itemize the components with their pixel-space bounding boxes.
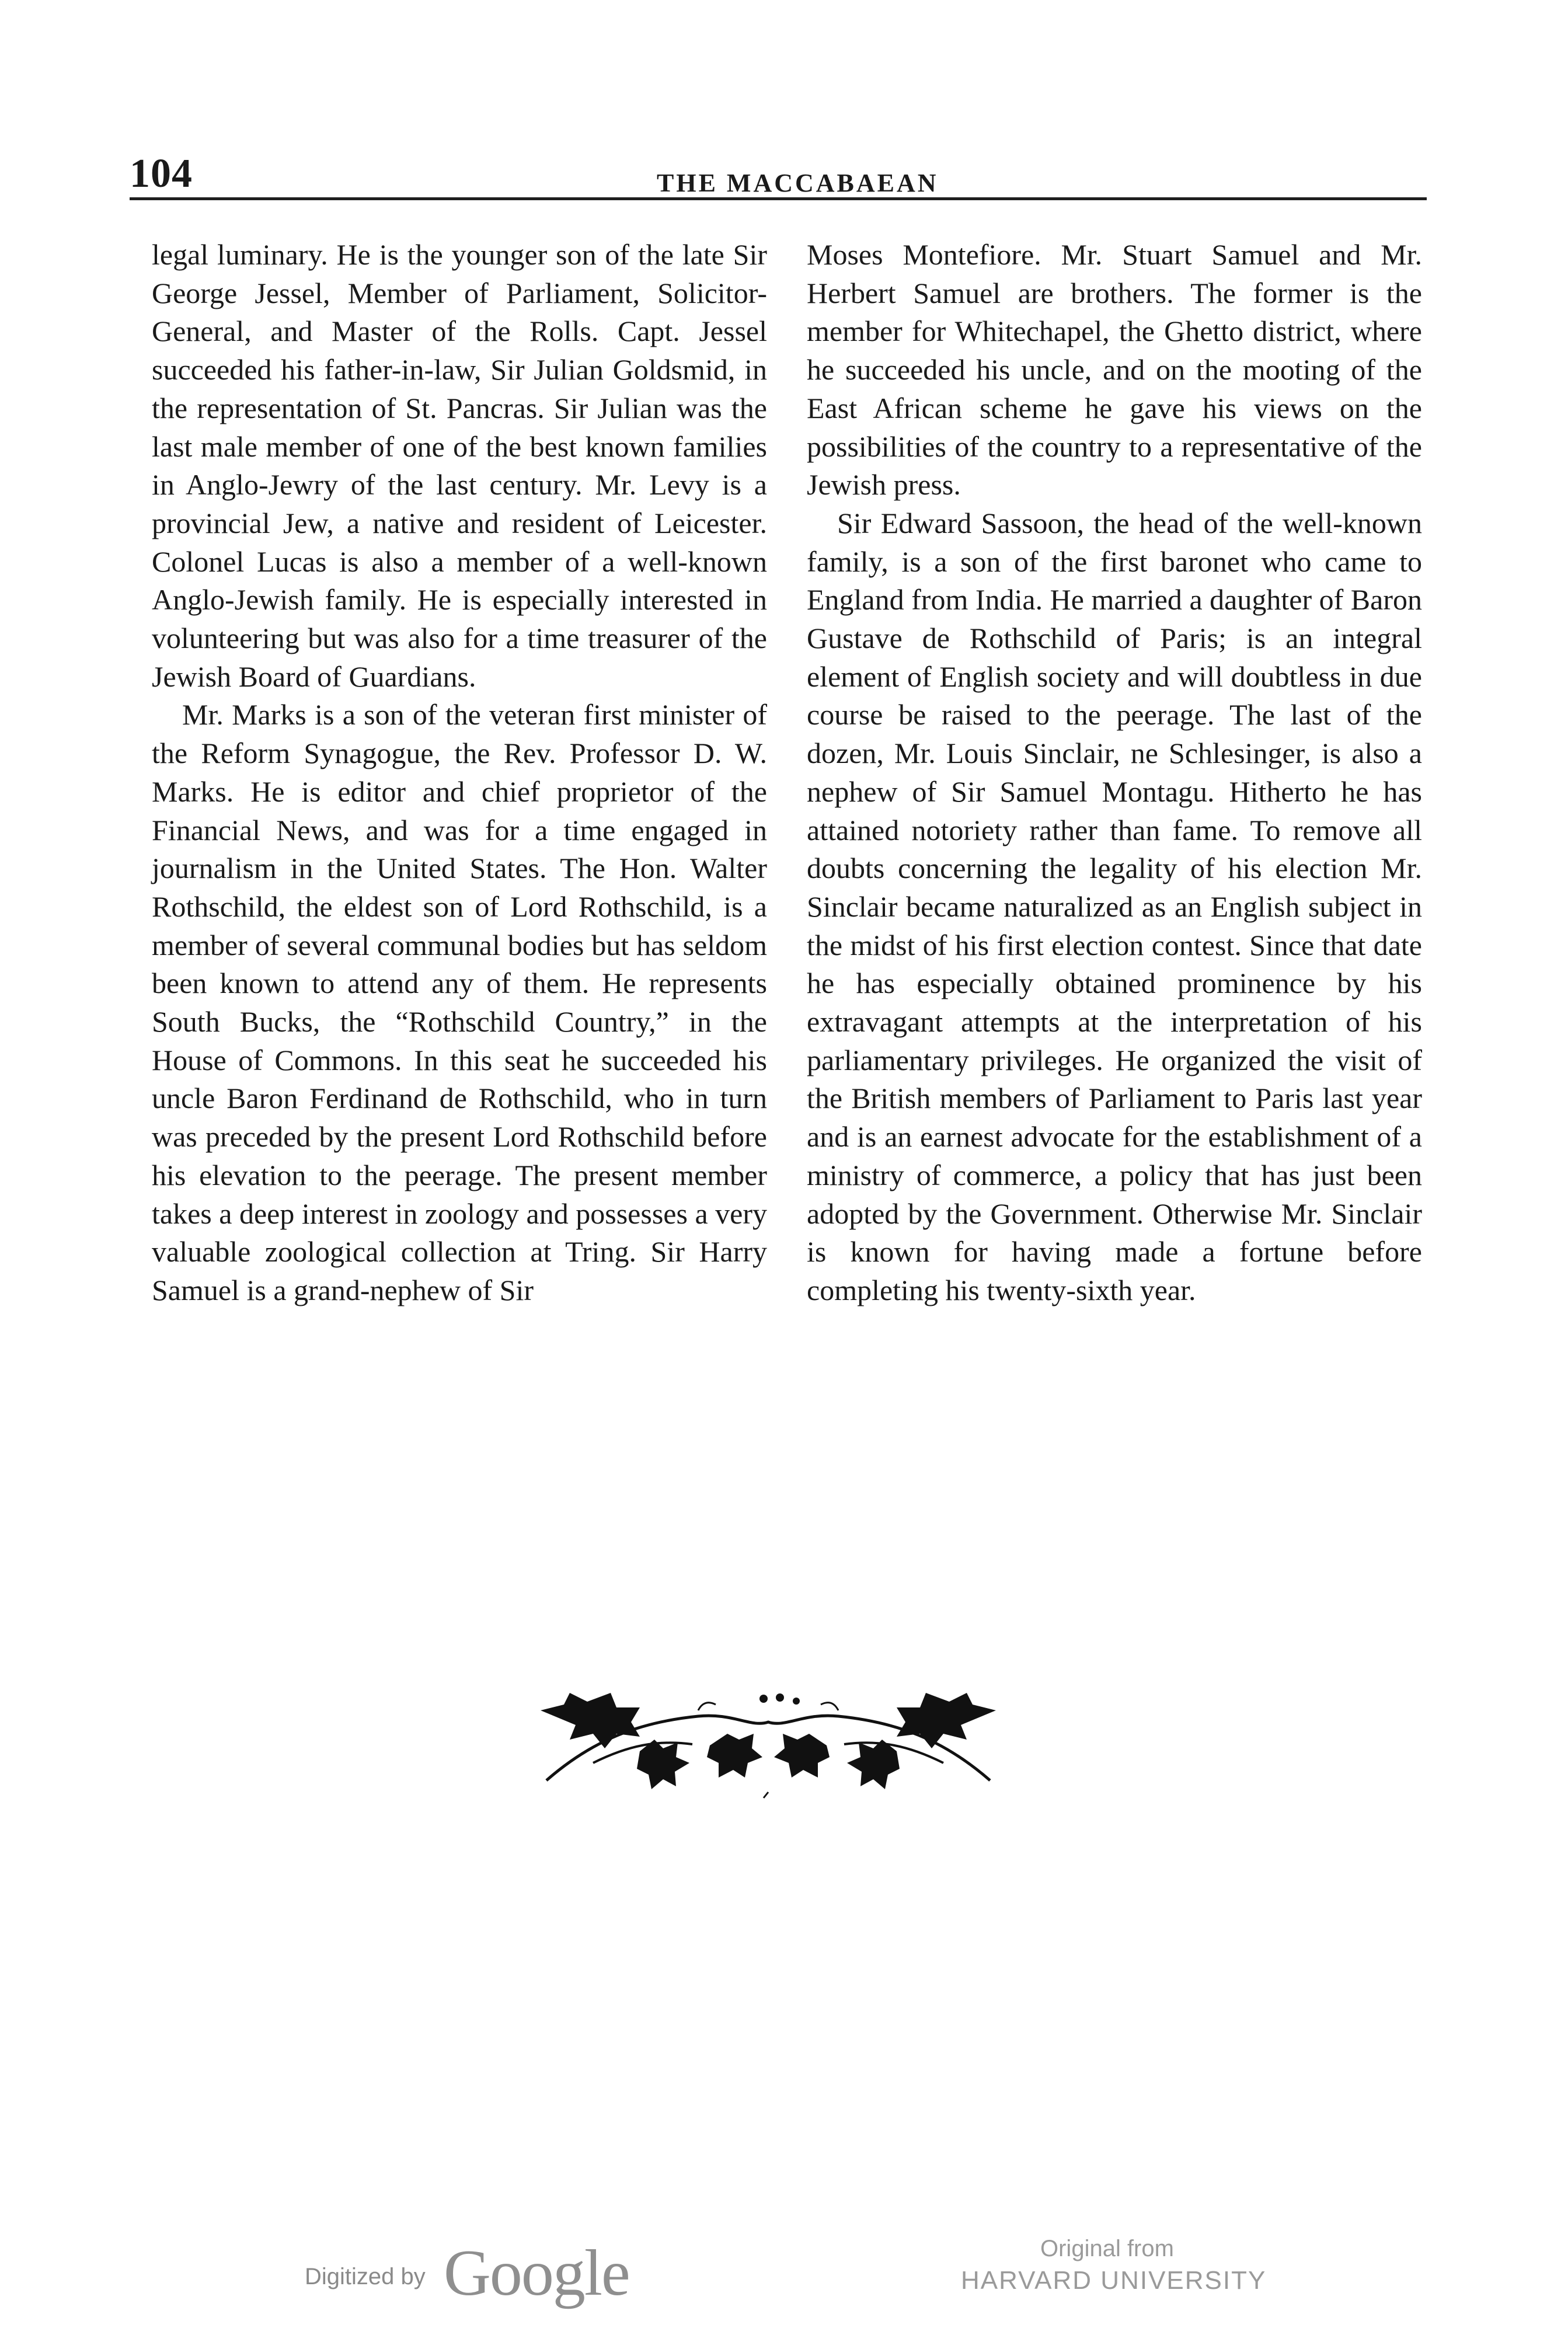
paragraph: legal luminary. He is the younger son of the late Sir George Jessel, Member of Parliament, Solicitor-General, and Master of the Rolls. Capt. Jessel succeeded his father-in-law, Sir Julian Goldsmid, in the representation of St. Pancras. Sir Julian was the last male member of one of the best known families in Anglo-Jewry of the last century. Mr. Levy is a provincial Jew, a native and resident of Leicester. Colonel Lucas is also a member of a well-known Anglo-Jewish family. He is especially interested in volunteering but was also for a time treasurer of the Jewish Board of Guardians. bbox=[152, 238, 767, 693]
right-column bbox=[807, 236, 1422, 1310]
header-rule bbox=[130, 197, 1427, 200]
paragraph: Mr. Marks is a son of the veteran first minister of the Reform Synagogue, the Rev. Professor D. W. Marks. He is editor and chief proprietor of the Financial News, and was for a time engaged in journalism in the United States. The Hon. Walter Rothschild, the eldest son of Lord Rothschild, is a member of several communal bodies but has seldom been known to attend any of them. He represents South Bucks, the “Rothschild Country,” in the House of Commons. In this seat he succeeded his uncle Baron Ferdinand de Rothschild, who in turn was preceded by the present Lord Rothschild before his elevation to the peerage. The present member takes a deep interest in zoology and possesses a very valuable zoological collection at Tring. Sir Harry Samuel is a grand-nephew of Sir bbox=[152, 698, 767, 1306]
paragraph: Sir Edward Sassoon, the head of the well-known family, is a son of the first baronet who came to England from India. He married a daughter of Baron Gustave de Rothschild of Paris; is an integral element of English society and will doubtless in due course be raised to the peerage. The last of the dozen, Mr. Louis Sinclair, ne Schlesinger, is also a nephew of Sir Samuel Montagu. Hitherto he has attained notoriety rather than fame. To remove all doubts concerning the legality of his election Mr. Sinclair became naturalized as an English subject in the midst of his first election contest. Since that date he has especially obtained prominence by his extravagant attempts at the interpretation of his parliamentary privileges. He organized the visit of the British members of Parliament to Paris last year and is an earnest advocate for the establishment of a ministry of commerce, a policy that has just been adopted by the Government. Otherwise Mr. Sinclair is known for having made a fortune before completing his twenty-sixth year. bbox=[807, 506, 1422, 1306]
running-title: THE MACCABAEAN bbox=[657, 169, 939, 197]
paragraph: Moses Montefiore. Mr. Stuart Samuel and Mr. Herbert Samuel are brothers. The former is the member for Whitechapel, the Ghetto district, where he succeeded his uncle, and on the mooting of the East African scheme he gave his views on the possibilities of the country to a representative of the Jewish press. bbox=[807, 238, 1422, 501]
left-column bbox=[152, 236, 767, 1310]
original-from-label: Original from bbox=[1040, 2236, 1174, 2261]
google-logo: Google bbox=[444, 2237, 629, 2309]
holly-vignette-icon bbox=[523, 1675, 1013, 1804]
institution-label: HARVARD UNIVERSITY bbox=[961, 2266, 1267, 2295]
digitized-by-label: Digitized by bbox=[305, 2264, 426, 2289]
page-number: 104 bbox=[130, 151, 193, 196]
